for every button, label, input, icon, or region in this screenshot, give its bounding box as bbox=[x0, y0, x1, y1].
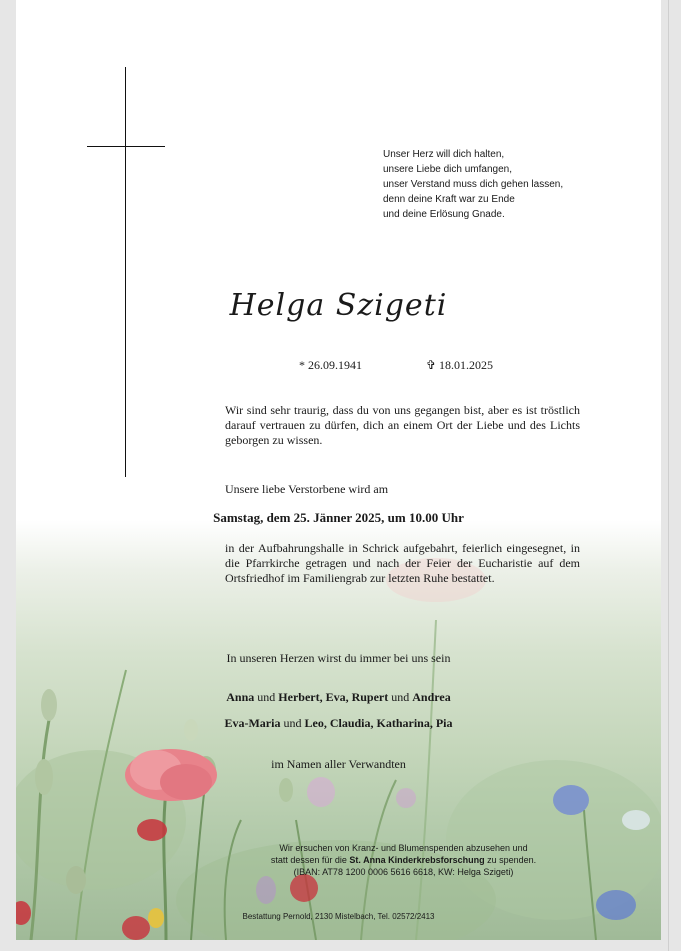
poem-line: unser Verstand muss dich gehen lassen, bbox=[383, 179, 564, 190]
death-date: ✞ 18.01.2025 bbox=[426, 358, 494, 372]
family-names: Leo, Claudia, Katharina, Pia bbox=[304, 716, 453, 730]
hearts-line: In unseren Herzen wirst du immer bei uns sein bbox=[226, 651, 451, 665]
deceased-name: Helga Szigeti bbox=[229, 288, 448, 323]
poem bbox=[383, 147, 623, 222]
cross-horizontal-bar bbox=[87, 146, 165, 147]
donation-notice bbox=[216, 842, 591, 878]
family-connector: und bbox=[280, 716, 305, 730]
condolence-paragraph: Wir sind sehr traurig, dass du von uns gegangen bist, aber es ist tröstlich darauf vertrauen zu dürfen, dich an einem Ort der Liebe und des Lichts geborgen zu wissen. bbox=[225, 403, 580, 447]
donation-line bbox=[216, 854, 591, 866]
poem-line: denn deine Kraft war zu Ende bbox=[383, 194, 515, 205]
family-line-2 bbox=[16, 716, 661, 731]
charity-name: St. Anna Kinderkrebsforschung bbox=[349, 855, 485, 865]
funeral-date: Samstag, dem 25. Jänner 2025, um 10.00 Uhr bbox=[213, 510, 464, 525]
obituary-page bbox=[16, 0, 661, 940]
relatives-line: im Namen aller Verwandten bbox=[271, 757, 406, 771]
family-names: Eva-Maria bbox=[224, 716, 281, 730]
donation-line: Wir ersuchen von Kranz- und Blumenspenden abzusehen und bbox=[279, 843, 528, 853]
family-connector: und bbox=[254, 690, 279, 704]
donation-iban: (IBAN: AT78 1200 0006 5616 6618, KW: Helga Szigeti) bbox=[293, 867, 514, 877]
family-line-1 bbox=[16, 690, 661, 705]
ceremony-paragraph: in der Aufbahrungshalle in Schrick aufgebahrt, feierlich eingesegnet, in die Pfarrkirche getragen und nach der Feier der Eucharistie auf dem Ortsfriedhof im Familiengrab zur letzten Ruhe bestattet. bbox=[225, 541, 580, 585]
cross-vertical-bar bbox=[125, 67, 126, 477]
announcement-line: Unsere liebe Verstorbene wird am bbox=[225, 482, 389, 496]
undertaker-info: Bestattung Pernold, 2130 Mistelbach, Tel. 02572/2413 bbox=[242, 912, 435, 921]
poem-line: unsere Liebe dich umfangen, bbox=[383, 164, 512, 175]
poem-line: und deine Erlösung Gnade. bbox=[383, 209, 505, 220]
family-connector: und bbox=[388, 690, 413, 704]
donation-text: statt dessen für die bbox=[270, 855, 350, 865]
family-names: Herbert, Eva, Rupert bbox=[278, 690, 389, 704]
page-edge bbox=[668, 0, 669, 951]
donation-text: zu spenden. bbox=[484, 855, 537, 865]
poem-line: Unser Herz will dich halten, bbox=[383, 149, 505, 160]
family-names: Anna bbox=[226, 690, 255, 704]
family-names: Andrea bbox=[412, 690, 451, 704]
birth-date: * 26.09.1941 bbox=[299, 358, 362, 372]
